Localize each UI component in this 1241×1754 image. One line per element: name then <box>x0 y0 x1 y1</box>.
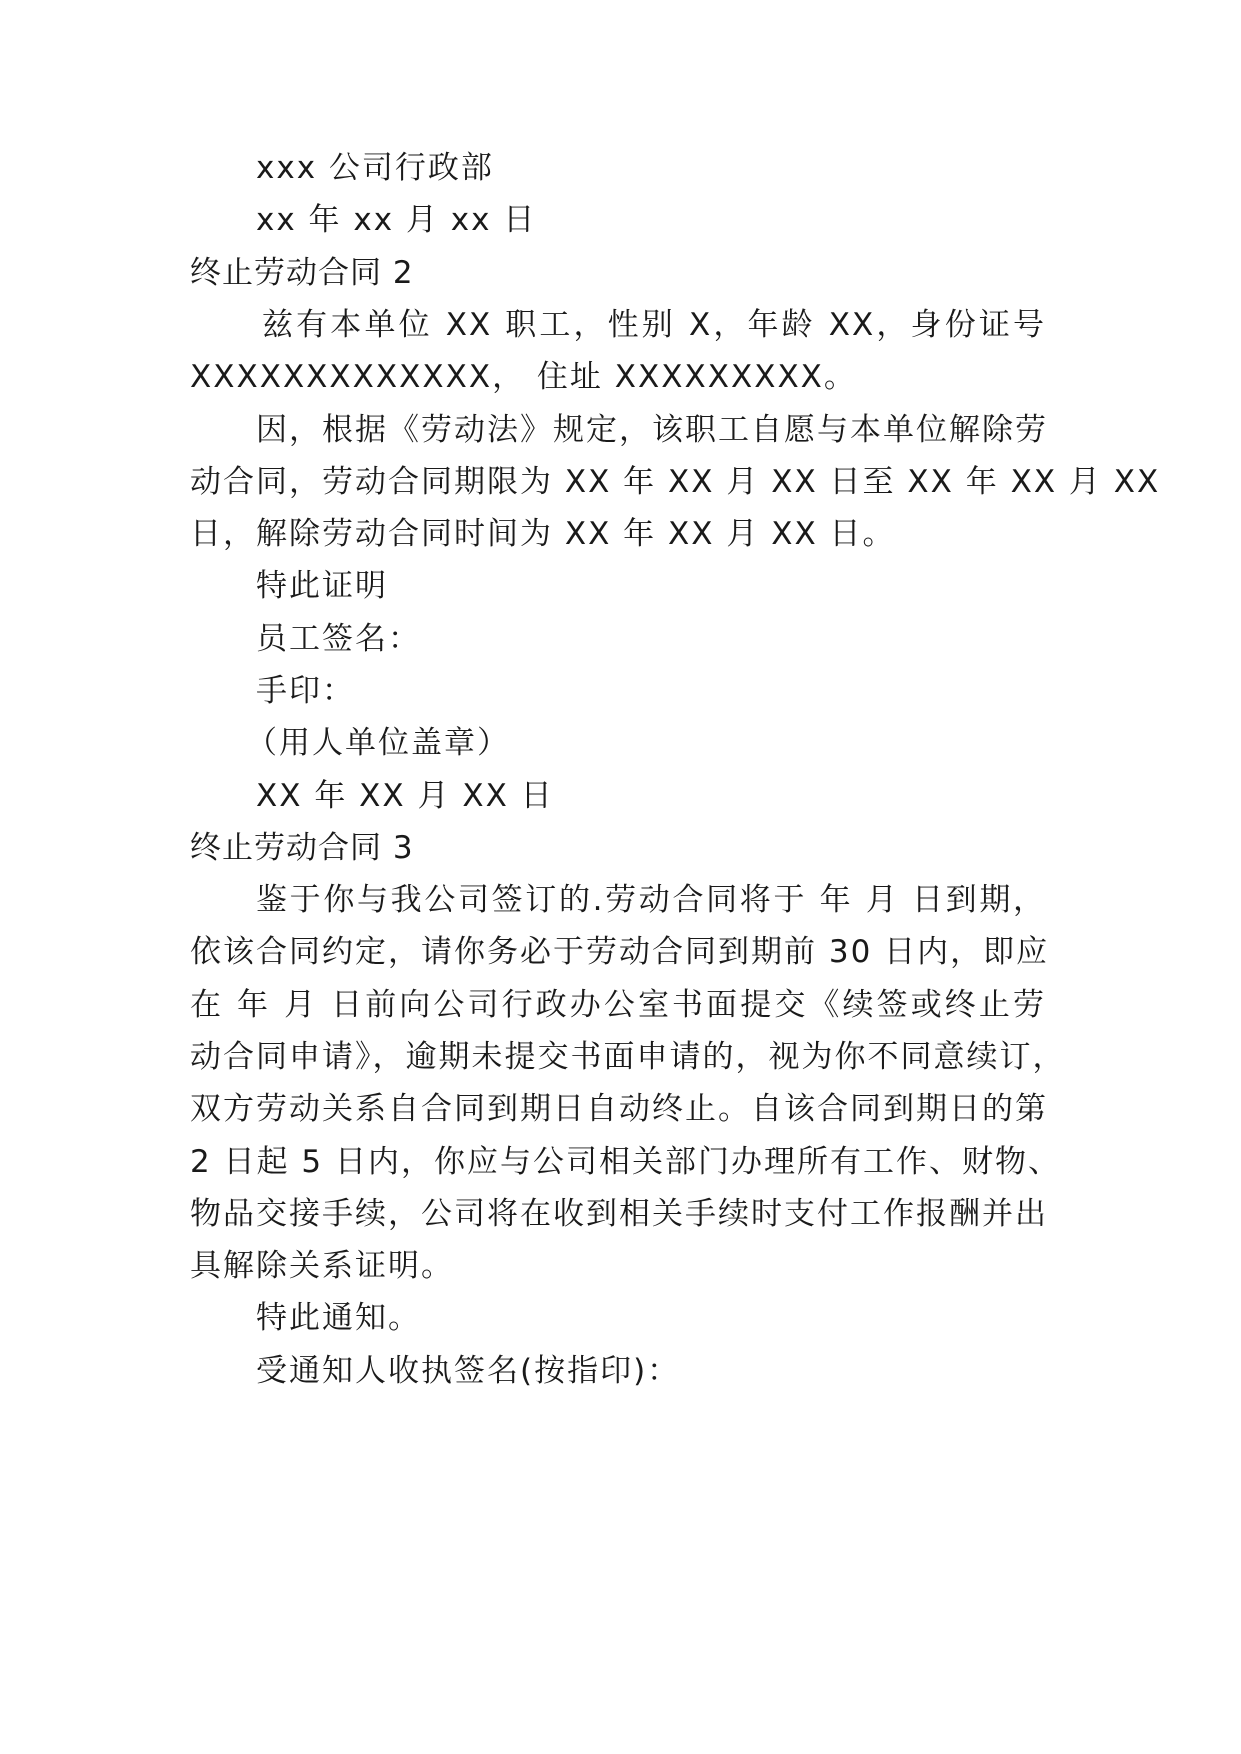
paragraph-line: 兹有本单位 XX 职工，性别 X，年龄 XX，身份证号 <box>262 307 1046 343</box>
paragraph-line: 具解除关系证明。 <box>190 1248 454 1284</box>
fingerprint-label: 手印： <box>256 673 355 709</box>
employee-signature-label: 员工签名： <box>256 621 421 657</box>
paragraph-line: 在 年 月 日前向公司行政办公室书面提交《续签或终止劳 <box>190 987 1046 1023</box>
paragraph-line: 依该合同约定，请你务必于劳动合同到期前 30 日内，即应 <box>190 934 1050 970</box>
section2-date: XX 年 XX 月 XX 日 <box>256 778 554 814</box>
receipt-signature-label: 受通知人收执签名(按指印)： <box>256 1353 681 1389</box>
paragraph-line: 动合同申请》，逾期未提交书面申请的，视为你不同意续订， <box>190 1039 1066 1075</box>
notice-text: 特此通知。 <box>256 1300 421 1336</box>
section-heading-3: 终止劳动合同 3 <box>190 830 414 866</box>
issuer-department: xxx 公司行政部 <box>256 150 494 186</box>
paragraph-line: 日，解除劳动合同时间为 XX 年 XX 月 XX 日。 <box>190 516 896 552</box>
section-heading-2: 终止劳动合同 2 <box>190 255 414 291</box>
paragraph-line: 鉴于你与我公司签订的.劳动合同将于 年 月 日到期， <box>256 882 1046 918</box>
certify-text: 特此证明 <box>256 568 388 604</box>
paragraph-line: 物品交接手续，公司将在收到相关手续时支付工作报酬并出 <box>190 1196 1048 1232</box>
paragraph-line: 因，根据《劳动法》规定，该职工自愿与本单位解除劳 <box>256 412 1048 448</box>
paragraph-line: 双方劳动关系自合同到期日自动终止。自该合同到期日的第 <box>190 1091 1048 1127</box>
seal-label: （用人单位盖章） <box>246 725 510 761</box>
issue-date: xx 年 xx 月 xx 日 <box>256 202 537 238</box>
paragraph-line: XXXXXXXXXXXXX， 住址 XXXXXXXXX。 <box>190 359 857 395</box>
paragraph-line: 动合同，劳动合同期限为 XX 年 XX 月 XX 日至 XX 年 XX 月 XX <box>190 464 1161 500</box>
paragraph-line: 2 日起 5 日内，你应与公司相关部门办理所有工作、财物、 <box>190 1144 1062 1180</box>
